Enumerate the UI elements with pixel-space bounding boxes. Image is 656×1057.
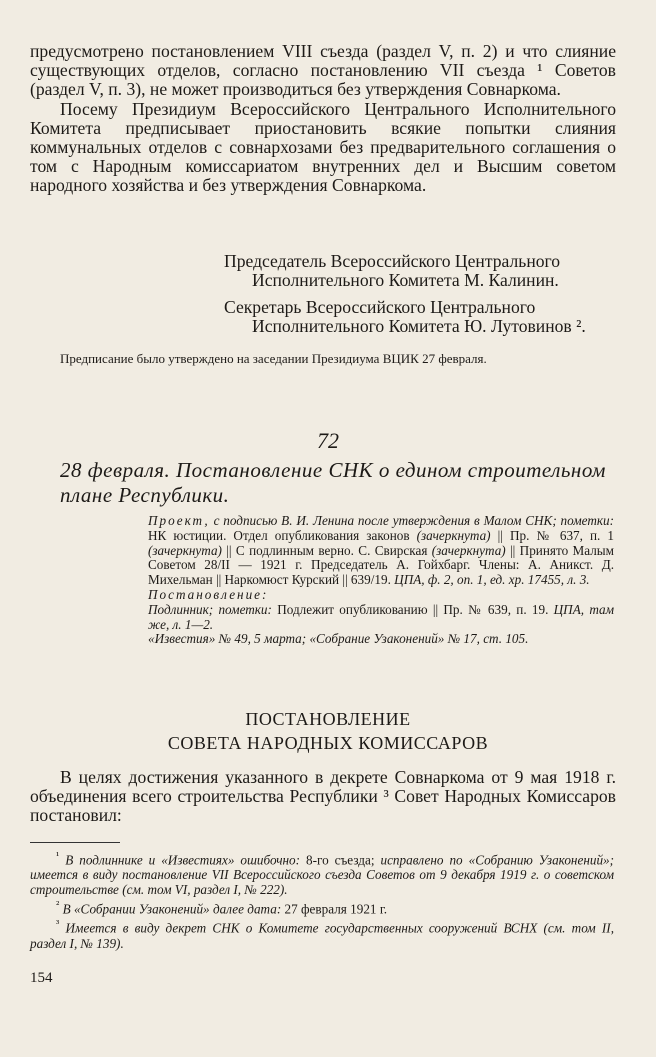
- source-archive-ref: ЦПА, там же, л. 1—2.: [148, 601, 615, 632]
- decree-text: [30, 768, 616, 826]
- footnotes: [30, 849, 614, 952]
- paragraph-continuation: предусмотрено постановлением VIII съезда (раздел V, п. 2) и что слияние существующих отделов, согласно постановлению VII съезда ¹ Советов (раздел V, п. 3), не может производиться без утверждения Совнаркома.: [30, 41, 616, 100]
- source-italic: (зачеркнута): [148, 542, 222, 558]
- source-original: [148, 603, 614, 633]
- signature-line: Исполнительного Комитета М. Калинин.: [252, 270, 559, 291]
- source-text: НК юстиции. Отдел опубликования законов: [148, 527, 410, 543]
- top-text-block: [30, 42, 616, 196]
- page-number: 154: [30, 970, 53, 986]
- signature-line: Исполнительного Комитета Ю. Лутовинов ².: [252, 316, 586, 337]
- approval-note: Предписание было утверждено на заседании Президиума ВЦИК 27 февраля.: [60, 351, 487, 366]
- source-notes: [148, 514, 614, 647]
- source-text: || Принято Малым Советом 28/II — 1921 г. Председатель А. Гойхбарг. Члены: А. Аникст. Д. Михельман || Наркомюст Курский || 639/19.: [148, 542, 615, 588]
- source-draft: [148, 514, 614, 588]
- source-text: || Пр. № 637, п. 1: [497, 527, 614, 543]
- source-decree-label: Постановление:: [148, 586, 269, 602]
- source-label: Проект,: [148, 513, 210, 528]
- source-italic: (зачеркнута): [416, 527, 491, 543]
- decree-heading-line1: ПОСТАНОВЛЕНИЕ: [245, 709, 411, 729]
- footnote-1: $^{^1}$ В подлиннике и «Известиях» ошибочно: 8-го съезда; исправлено по «Собранию Узаконений»; имеется в виду постановление VII Всероссийского съезда Советов от 9 декабря 1919 г. о советском строительстве (см. том VI, раздел I, № 222).: [30, 850, 615, 898]
- footnote-2: $^{^2}$ В «Собрании Узаконений» далее дата: 27 февраля 1921 г.: [56, 899, 388, 917]
- signature-line: Секретарь Всероссийского Центрального: [224, 297, 536, 317]
- signature-line: Председатель Всероссийского Центрального: [224, 251, 561, 271]
- source-italic: с подписью В. И. Ленина после утверждения в Малом СНК; пометки:: [213, 513, 615, 528]
- source-text: || С подлинным верно. С. Свирская: [226, 542, 428, 558]
- footnote-rule: [30, 842, 120, 843]
- document-title: 28 февраля. Постановление СНК о едином строительном плане Республики.: [60, 458, 606, 507]
- source-italic: (зачеркнута): [431, 542, 506, 558]
- signature-chairman: [224, 252, 624, 290]
- source-archive-ref: ЦПА, ф. 2, оп. 1, ед. хр. 17455, л. 3.: [394, 572, 590, 588]
- decree-preamble: В целях достижения указанного в декрете Совнаркома от 9 мая 1918 г. объединения всего строительства Республики ³ Совет Народных Комиссаров постановил:: [30, 767, 616, 826]
- source-publications: «Известия» № 49, 5 марта; «Собрание Узаконений» № 17, ст. 105.: [148, 631, 529, 647]
- signature-secretary: [224, 298, 624, 336]
- source-italic: Подлинник; пометки:: [148, 601, 272, 617]
- decree-heading-line2: СОВЕТА НАРОДНЫХ КОМИССАРОВ: [167, 733, 489, 753]
- paragraph-presidium: Посему Президиум Всероссийского Центрального Исполнительного Комитета предписывает приостановить всякие попытки слияния коммунальных отделов с совнархозами без предварительного соглашения о том с Народным комиссариатом внутренних дел и Высшим советом народного хозяйства и без утверждения Совнаркома.: [30, 98, 616, 196]
- footnote-3: $^{^3}$ Имеется в виду декрет СНК о Комитете государственных сооружений ВСНХ (см. том II, раздел I, № 139).: [30, 918, 614, 951]
- source-text: Подлежит опубликованию || Пр. № 639, п. 19.: [277, 601, 549, 617]
- document-number: 72: [317, 428, 339, 453]
